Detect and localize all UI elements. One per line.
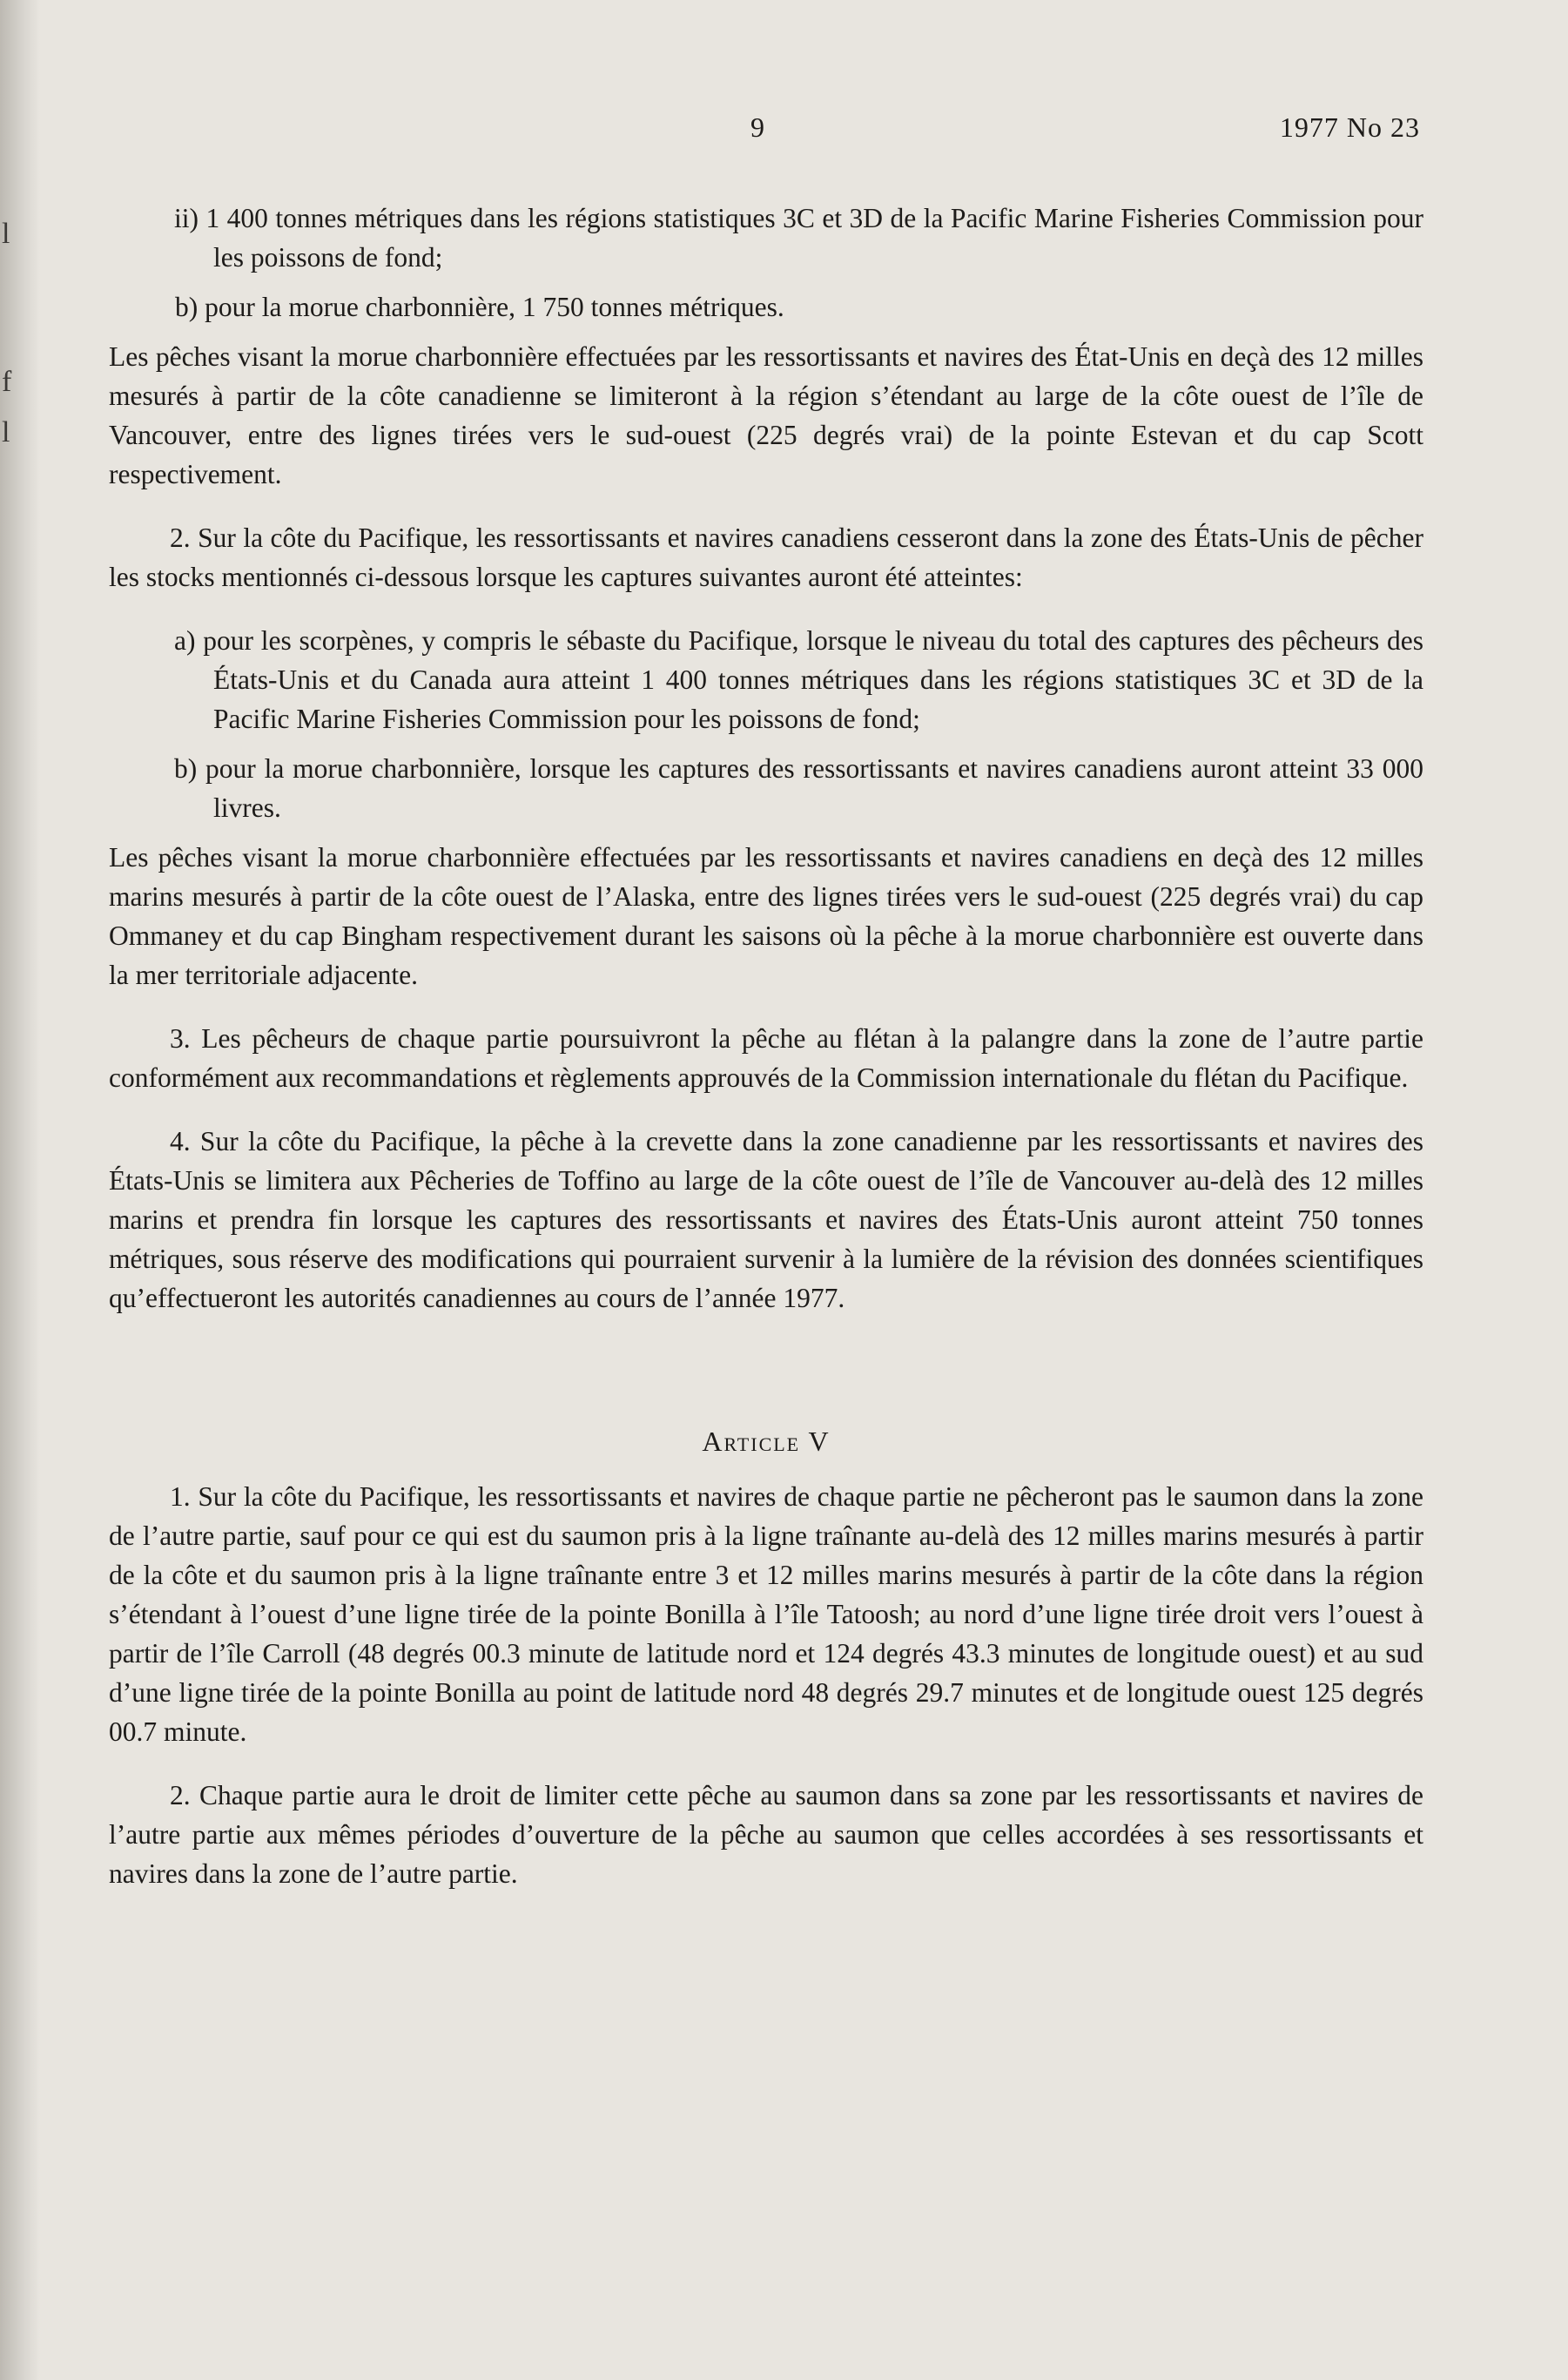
facing-page-gutter (0, 0, 40, 2380)
item-ii: ii) 1 400 tonnes métriques dans les régions statistiques 3C et 3D de la Pacific Marine Fisheries Commission pour les poissons de fond; (174, 203, 1423, 273)
gutter-mark: l (2, 416, 10, 448)
page-number: 9 (750, 111, 764, 143)
para-3: 3. Les pêcheurs de chaque partie poursuivront la pêche au flétan à la palangre dans la zone de l’autre partie conformément aux recommandations et règlements approuvés de la Commission internationale du flétan du Pacifique. (109, 1023, 1423, 1093)
page-header (0, 111, 1568, 155)
para-sablefish-us: Les pêches visant la morue charbonnière effectuées par les ressortissants et navires des État-Unis en deçà des 12 milles mesurés à partir de la côte canadienne se limiteront à la région s’étendant au large de la côte ouest de l’île de Vancouver, entre des lignes tirées vers le sud-ouest (225 degrés vrai) de la pointe Estevan et du cap Scott respectivement. (109, 341, 1423, 489)
para-sablefish-ca: Les pêches visant la morue charbonnière effectuées par les ressortissants et navires canadiens en deçà des 12 milles marins mesurés à partir de la côte ouest de l’Alaska, entre des lignes tirées vers le sud-ouest (225 degrés vrai) du cap Ommaney et du cap Bingham respectivement durant les saisons où la pêche à la morue charbonnière est ouverte dans la mer territoriale adjacente. (109, 842, 1423, 990)
document-body (109, 187, 1423, 1893)
article-v-para-2: 2. Chaque partie aura le droit de limiter cette pêche au saumon dans sa zone par les ressortissants et navires de l’autre partie aux mêmes périodes d’ouverture de la pêche au saumon que celles accordées à ses ressortissants et navires dans la zone de l’autre partie. (109, 1780, 1423, 1889)
article-v-title: Article V (702, 1426, 831, 1457)
para-2: 2. Sur la côte du Pacifique, les ressortissants et navires canadiens cesseront dans la zone des États-Unis de pêcher les stocks mentionnés ci-dessous lorsque les captures suivantes auront été atteintes: (109, 523, 1423, 592)
gutter-mark: f (2, 366, 12, 398)
item-b-sablefish-us: b) pour la morue charbonnière, 1 750 tonnes métriques. (175, 292, 784, 322)
gutter-mark: l (2, 218, 10, 250)
article-v-para-1: 1. Sur la côte du Pacifique, les ressortissants et navires de chaque partie ne pêcheront pas le saumon dans la zone de l’autre partie, sauf pour ce qui est du saumon pris à la ligne traînante au-delà des 12 milles marins mesurés à partir de la côte et du saumon pris à la ligne traînante entre 3 et 12 milles marins mesurés à partir de la côte dans la région s’étendant à l’ouest d’une ligne tirée de la pointe Bonilla à l’île Tatoosh; au nord d’une ligne tirée droit vers l’ouest à partir de l’île Carroll (48 degrés 00.3 minute de latitude nord et 124 degrés 43.3 minutes de longitude ouest) et au sud d’une ligne tirée de la pointe Bonilla au point de latitude nord 48 degrés 29.7 minutes et de longitude ouest 125 degrés 00.7 minute. (109, 1481, 1423, 1747)
item-b-sablefish-ca: b) pour la morue charbonnière, lorsque les captures des ressortissants et navires canadiens auront atteint 33 000 livres. (174, 753, 1423, 823)
issue-number: 1977 No 23 (1279, 111, 1420, 143)
item-a-rockfish: a) pour les scorpènes, y compris le sébaste du Pacifique, lorsque le niveau du total des captures des pêcheurs des États-Unis et du Canada aura atteint 1 400 tonnes métriques dans les régions statistiques 3C et 3D de la Pacific Marine Fisheries Commission pour les poissons de fond; (174, 625, 1423, 734)
para-4: 4. Sur la côte du Pacifique, la pêche à la crevette dans la zone canadienne par les ressortissants et navires des États-Unis se limitera aux Pêcheries de Toffino au large de la côte ouest de l’île de Vancouver au-delà des 12 milles marins et prendra fin lorsque les captures des ressortissants et navires des États-Unis auront atteint 750 tonnes métriques, sous réserve des modifications qui pourraient survenir à la lumière de la révision des données scientifiques qu’effectueront les autorités canadiennes au cours de l’année 1977. (109, 1126, 1423, 1313)
